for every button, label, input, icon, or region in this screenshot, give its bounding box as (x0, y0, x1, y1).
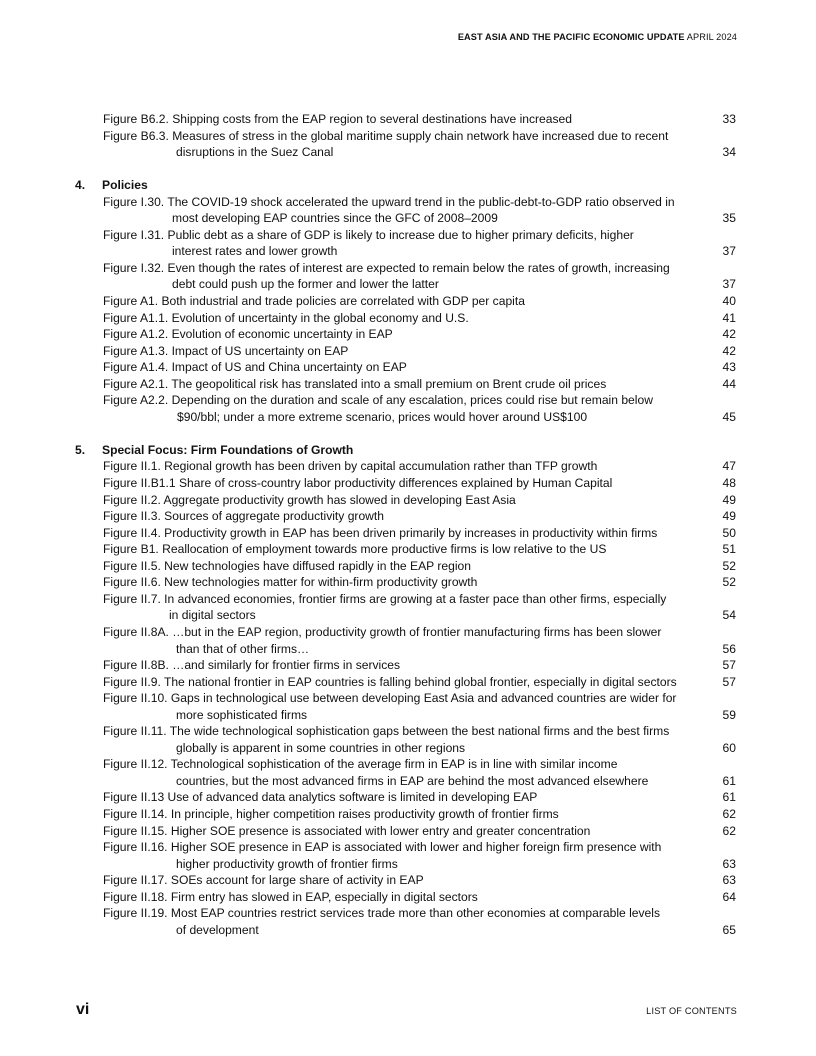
toc-entry[interactable] (0, 541, 816, 558)
toc-entry-text-continued: higher productivity growth of frontier firms (176, 856, 398, 871)
toc-page-number: 34 (722, 145, 736, 160)
toc-entry[interactable] (0, 690, 816, 723)
toc-page-number: 42 (722, 327, 736, 342)
toc-entry[interactable] (0, 260, 816, 293)
toc-entry[interactable] (0, 359, 816, 376)
toc-entry-text: Figure II.16. Higher SOE presence in EAP is associated with lower and higher foreign firm presence with (103, 840, 662, 855)
toc-entry[interactable] (0, 111, 816, 128)
toc-entry-text: Figure II.10. Gaps in technological use between developing East Asia and advanced countries are wider for (103, 691, 677, 706)
toc-page-number: 51 (722, 542, 736, 557)
toc-entry-text-continued: disruptions in the Suez Canal (176, 145, 334, 160)
toc-page-number: 47 (722, 459, 736, 474)
header-title: EAST ASIA AND THE PACIFIC ECONOMIC UPDATE (457, 32, 685, 42)
toc-entry-text: Figure II.13 Use of advanced data analytics software is limited in developing EAP (103, 790, 538, 805)
toc-entry[interactable] (0, 789, 816, 806)
toc-entry[interactable] (0, 872, 816, 889)
toc-entry-text-continued: in digital sectors (169, 608, 256, 623)
section-title: Special Focus: Firm Foundations of Growth (102, 442, 354, 457)
toc-page-number: 61 (722, 790, 736, 805)
toc-entry-text: Figure II.2. Aggregate productivity growth has slowed in developing East Asia (103, 492, 516, 507)
toc-page-number: 48 (722, 476, 736, 491)
toc-entry[interactable] (0, 624, 816, 657)
toc-entry-text: Figure A1.2. Evolution of economic uncertainty in EAP (103, 327, 393, 342)
toc-entry-text: Figure II.3. Sources of aggregate productivity growth (103, 509, 384, 524)
toc-page-number: 52 (722, 575, 736, 590)
toc-entry-text-continued: interest rates and lower growth (172, 244, 338, 259)
toc-entry-text: Figure II.5. New technologies have diffused rapidly in the EAP region (103, 558, 471, 573)
toc-page-number: 37 (722, 244, 736, 259)
toc-section-heading[interactable] (0, 177, 816, 194)
footer-section-label: LIST OF CONTENTS (646, 1006, 737, 1016)
toc-page-number: 44 (722, 376, 736, 391)
toc-entry[interactable] (0, 492, 816, 509)
toc-page-number: 41 (722, 310, 736, 325)
toc-page-number: 61 (722, 773, 736, 788)
toc-entry-text: Figure A1.3. Impact of US uncertainty on EAP (103, 343, 349, 358)
toc-page-number: 45 (722, 409, 736, 424)
toc-entry[interactable] (0, 458, 816, 475)
toc-page-number: 59 (722, 707, 736, 722)
toc-entry-text-continued: most developing EAP countries since the GFC of 2008–2009 (172, 211, 498, 226)
toc-entry[interactable] (0, 194, 816, 227)
toc-entry[interactable] (0, 674, 816, 691)
toc-entry-text: Figure A1.1. Evolution of uncertainty in the global economy and U.S. (103, 310, 469, 325)
toc-entry-text: Figure B1. Reallocation of employment towards more productive firms is low relative to the US (103, 542, 607, 557)
toc-entry[interactable] (0, 376, 816, 393)
toc-entry-text: Figure I.32. Even though the rates of interest are expected to remain below the rates of growth, increasing (103, 260, 670, 275)
toc-entry-text-continued: more sophisticated firms (176, 707, 308, 722)
toc-entry-text: Figure II.7. In advanced economies, frontier firms are growing at a faster pace than other firms, especially (103, 591, 667, 606)
toc-entry-text: Figure A1. Both industrial and trade policies are correlated with GDP per capita (103, 294, 525, 309)
toc-page-number: 63 (722, 856, 736, 871)
toc-entry[interactable] (0, 657, 816, 674)
page-number: vi (76, 1001, 90, 1018)
toc-entry-text-continued: than that of other firms… (176, 641, 310, 656)
toc-entry[interactable] (0, 310, 816, 327)
toc-entry[interactable] (0, 756, 816, 789)
toc-entry-text: Figure B6.2. Shipping costs from the EAP region to several destinations have increased (103, 112, 573, 126)
toc-entry-text-continued: countries, but the most advanced firms in EAP are behind the most advanced elsewhere (176, 773, 649, 788)
toc-page-number: 62 (722, 806, 736, 821)
toc-entry[interactable] (0, 525, 816, 542)
toc-entry[interactable] (0, 392, 816, 425)
toc-entry-text: Figure II.18. Firm entry has slowed in EAP, especially in digital sectors (103, 889, 478, 904)
toc-page-number: 65 (722, 922, 736, 937)
toc-entry[interactable] (0, 839, 816, 872)
section-title: Policies (102, 178, 148, 193)
toc-entry[interactable] (0, 343, 816, 360)
toc-entry[interactable] (0, 889, 816, 906)
toc-entry[interactable] (0, 326, 816, 343)
toc-entry-text-continued: globally is apparent in some countries in other regions (176, 740, 466, 755)
toc-page-number: 52 (722, 558, 736, 573)
toc-entry-text-continued: of development (176, 922, 259, 937)
toc-page-number: 42 (722, 343, 736, 358)
toc-entry-text: Figure II.4. Productivity growth in EAP has been driven primarily by increases in productivity within firms (103, 525, 658, 540)
toc-entry-text: Figure II.6. New technologies matter for within-firm productivity growth (103, 575, 478, 590)
toc-entry-text-continued: $90/bbl; under a more extreme scenario, prices would hover around US$100 (177, 409, 588, 424)
toc-entry-text: Figure II.12. Technological sophistication of the average firm in EAP is in line with similar income (103, 757, 618, 772)
toc-entry[interactable] (0, 591, 816, 624)
toc-page-number: 49 (722, 509, 736, 524)
toc-page-number: 35 (722, 211, 736, 226)
toc-entry-text: Figure II.14. In principle, higher competition raises productivity growth of frontier firms (103, 806, 559, 821)
toc-page-number: 57 (722, 674, 736, 689)
toc-entry[interactable] (0, 558, 816, 575)
toc-entry-text: Figure I.31. Public debt as a share of GDP is likely to increase due to higher primary deficits, higher (103, 227, 634, 242)
toc-entry[interactable] (0, 823, 816, 840)
toc-page-number: 40 (722, 294, 736, 309)
toc-entry-text: Figure II.19. Most EAP countries restrict services trade more than other economies at comparable levels (103, 906, 661, 921)
toc-entry-text: Figure A2.1. The geopolitical risk has translated into a small premium on Brent crude oil prices (103, 376, 607, 391)
toc-entry-text: Figure II.8B. …and similarly for frontier firms in services (103, 658, 401, 673)
toc-page-number: 56 (722, 641, 736, 656)
toc-page-number: 49 (722, 492, 736, 507)
toc-entry[interactable] (0, 128, 816, 161)
toc-page-number: 43 (722, 360, 736, 375)
toc-entry-text: Figure II.8A. …but in the EAP region, productivity growth of frontier manufacturing firms has been slower (103, 624, 662, 639)
toc-entry-text-continued: debt could push up the former and lower the latter (172, 277, 439, 292)
toc-page-number: 63 (722, 873, 736, 888)
toc-page-number: 60 (722, 740, 736, 755)
toc-page-number: 64 (722, 889, 736, 904)
header-date: APRIL 2024 (686, 32, 737, 42)
toc-entry[interactable] (0, 293, 816, 310)
toc-section-heading[interactable] (0, 442, 816, 459)
toc-entry[interactable] (0, 227, 816, 260)
toc-entry-text: Figure II.9. The national frontier in EAP countries is falling behind global frontier, especially in digital sectors (103, 674, 677, 689)
toc-entry[interactable] (0, 574, 816, 591)
section-spacer (0, 161, 816, 178)
section-number: 4. (75, 178, 86, 193)
toc-entry-text: Figure A1.4. Impact of US and China uncertainty on EAP (103, 360, 407, 375)
toc-entry[interactable] (0, 723, 816, 756)
toc-entry[interactable] (0, 508, 816, 525)
toc-entry[interactable] (0, 475, 816, 492)
toc-entry[interactable] (0, 905, 816, 938)
toc-page-number: 62 (722, 823, 736, 838)
toc-entry-text: Figure II.17. SOEs account for large share of activity in EAP (103, 873, 424, 888)
toc-entry-text: Figure A2.2. Depending on the duration and scale of any escalation, prices could rise but remain below (103, 393, 653, 408)
toc-entry-text: Figure II.B1.1 Share of cross-country labor productivity differences explained by Human Capital (103, 476, 613, 491)
section-spacer (0, 425, 816, 442)
toc-page-number: 50 (722, 525, 736, 540)
toc-entry-text: Figure II.15. Higher SOE presence is associated with lower entry and greater concentration (103, 823, 591, 838)
running-header (458, 32, 737, 42)
toc-entry-text: Figure II.1. Regional growth has been driven by capital accumulation rather than TFP growth (103, 459, 598, 474)
toc-page-number: 57 (722, 658, 736, 673)
table-of-contents (0, 111, 816, 938)
toc-entry-text: Figure I.30. The COVID-19 shock accelerated the upward trend in the public-debt-to-GDP ratio observed in (103, 194, 675, 209)
section-number: 5. (75, 442, 86, 457)
toc-page-number: 37 (722, 277, 736, 292)
toc-entry-text: Figure II.11. The wide technological sophistication gaps between the best national firms and the best firms (103, 724, 670, 739)
toc-page-number: 54 (722, 608, 736, 623)
toc-page-number: 33 (722, 112, 736, 126)
toc-entry[interactable] (0, 806, 816, 823)
toc-entry-text: Figure B6.3. Measures of stress in the global maritime supply chain network have increased due to recent (103, 128, 669, 143)
